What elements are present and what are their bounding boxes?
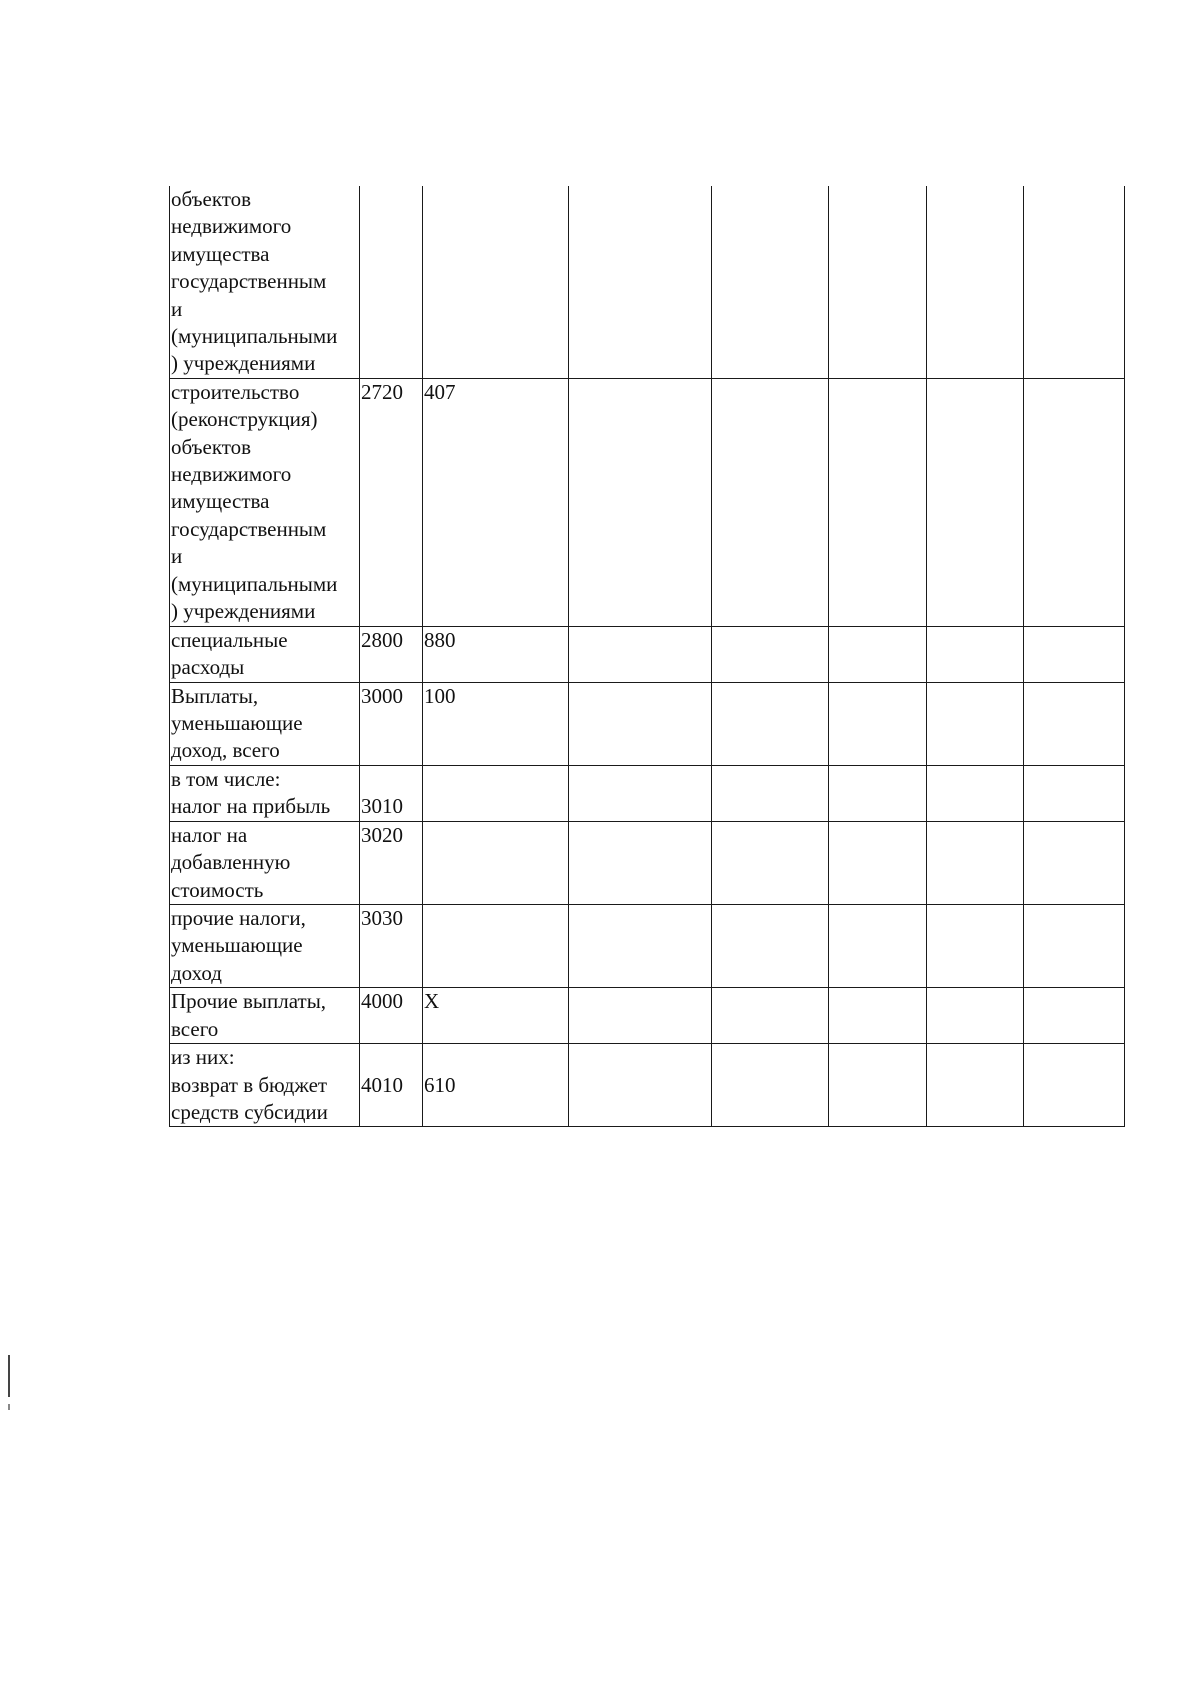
value-cell [569,378,712,626]
value-cell [712,904,829,987]
row-label: в том числе: налог на прибыль [171,766,331,819]
value-cell [569,821,712,904]
value-cell [1024,378,1125,626]
value-cell [569,682,712,765]
row-code-cell [360,186,423,378]
value-cell [712,1044,829,1127]
value-cell [1024,1044,1125,1127]
row-label: объектов недвижимого имущества государственным и (муниципальными ) учреждениями [171,187,338,376]
value-cell [829,378,927,626]
value-cell [1024,626,1125,682]
row-code-cell: 3000 [360,682,423,765]
row-label: Прочие выплаты, всего [171,989,327,1041]
row-label-cell [170,378,360,626]
value-cell [829,821,927,904]
row-code-cell: 4000 [360,988,423,1044]
value-cell [1024,988,1125,1044]
financial-plan-table [169,186,1125,1127]
table-row [170,821,1125,904]
row-label-cell [170,186,360,378]
value-cell [1024,904,1125,987]
value-cell [927,186,1024,378]
row-code-cell: 3030 [360,904,423,987]
value-cell [569,904,712,987]
row-code-cell: 2800 [360,626,423,682]
kosgu-cell [423,765,569,821]
value-cell [712,682,829,765]
value-cell [927,626,1024,682]
value-cell [927,378,1024,626]
value-cell [829,988,927,1044]
value-cell [927,682,1024,765]
table-row [170,378,1125,626]
value-cell [569,626,712,682]
table-row [170,682,1125,765]
value-cell [712,186,829,378]
value-cell [712,378,829,626]
value-cell [829,904,927,987]
row-label: строительство (реконструкция) объектов недвижимого имущества государственным и (муниципальными ) учреждениями [171,379,338,624]
row-code: 3010 [361,794,403,819]
kosgu-cell: 100 [423,682,569,765]
value-cell [927,765,1024,821]
row-label: Выплаты, уменьшающие доход, всего [171,683,303,763]
table-row [170,765,1125,821]
row-label-cell [170,1044,360,1127]
table-row [170,988,1125,1044]
row-label: прочие налоги, уменьшающие доход [171,905,306,985]
value-cell [1024,765,1125,821]
kosgu-cell: 880 [423,626,569,682]
value-cell [569,765,712,821]
scan-artifact-line [8,1355,10,1397]
kosgu-cell [423,904,569,987]
table-row [170,186,1125,378]
value-cell [927,821,1024,904]
row-code-cell [360,1044,423,1127]
value-cell [829,1044,927,1127]
kosgu-cell [423,186,569,378]
value-cell [712,765,829,821]
value-cell [829,626,927,682]
kosgu-cell: 407 [423,378,569,626]
row-code: 4010 [361,1072,403,1097]
value-cell [927,988,1024,1044]
row-code-cell: 2720 [360,378,423,626]
row-label-cell [170,821,360,904]
scan-artifact-dot [8,1404,10,1410]
row-label: специальные расходы [171,627,288,679]
value-cell [569,1044,712,1127]
value-cell [927,1044,1024,1127]
row-label-cell [170,904,360,987]
row-label: из них: возврат в бюджет средств субсидии [171,1045,328,1124]
row-code-cell [360,765,423,821]
value-cell [569,186,712,378]
value-cell [829,765,927,821]
table-row [170,626,1125,682]
table-row [170,904,1125,987]
value-cell [569,988,712,1044]
value-cell [927,904,1024,987]
row-label-cell [170,626,360,682]
kosgu-value: 610 [424,1072,456,1097]
row-label: налог на добавленную стоимость [171,822,291,902]
row-label-cell [170,682,360,765]
row-label-cell [170,765,360,821]
kosgu-cell: X [423,988,569,1044]
value-cell [829,682,927,765]
value-cell [1024,186,1125,378]
kosgu-cell [423,821,569,904]
value-cell [712,988,829,1044]
kosgu-cell [423,1044,569,1127]
value-cell [829,186,927,378]
row-label-cell [170,988,360,1044]
value-cell [712,821,829,904]
value-cell [1024,821,1125,904]
value-cell [1024,682,1125,765]
row-code-cell: 3020 [360,821,423,904]
table-row [170,1044,1125,1127]
value-cell [712,626,829,682]
